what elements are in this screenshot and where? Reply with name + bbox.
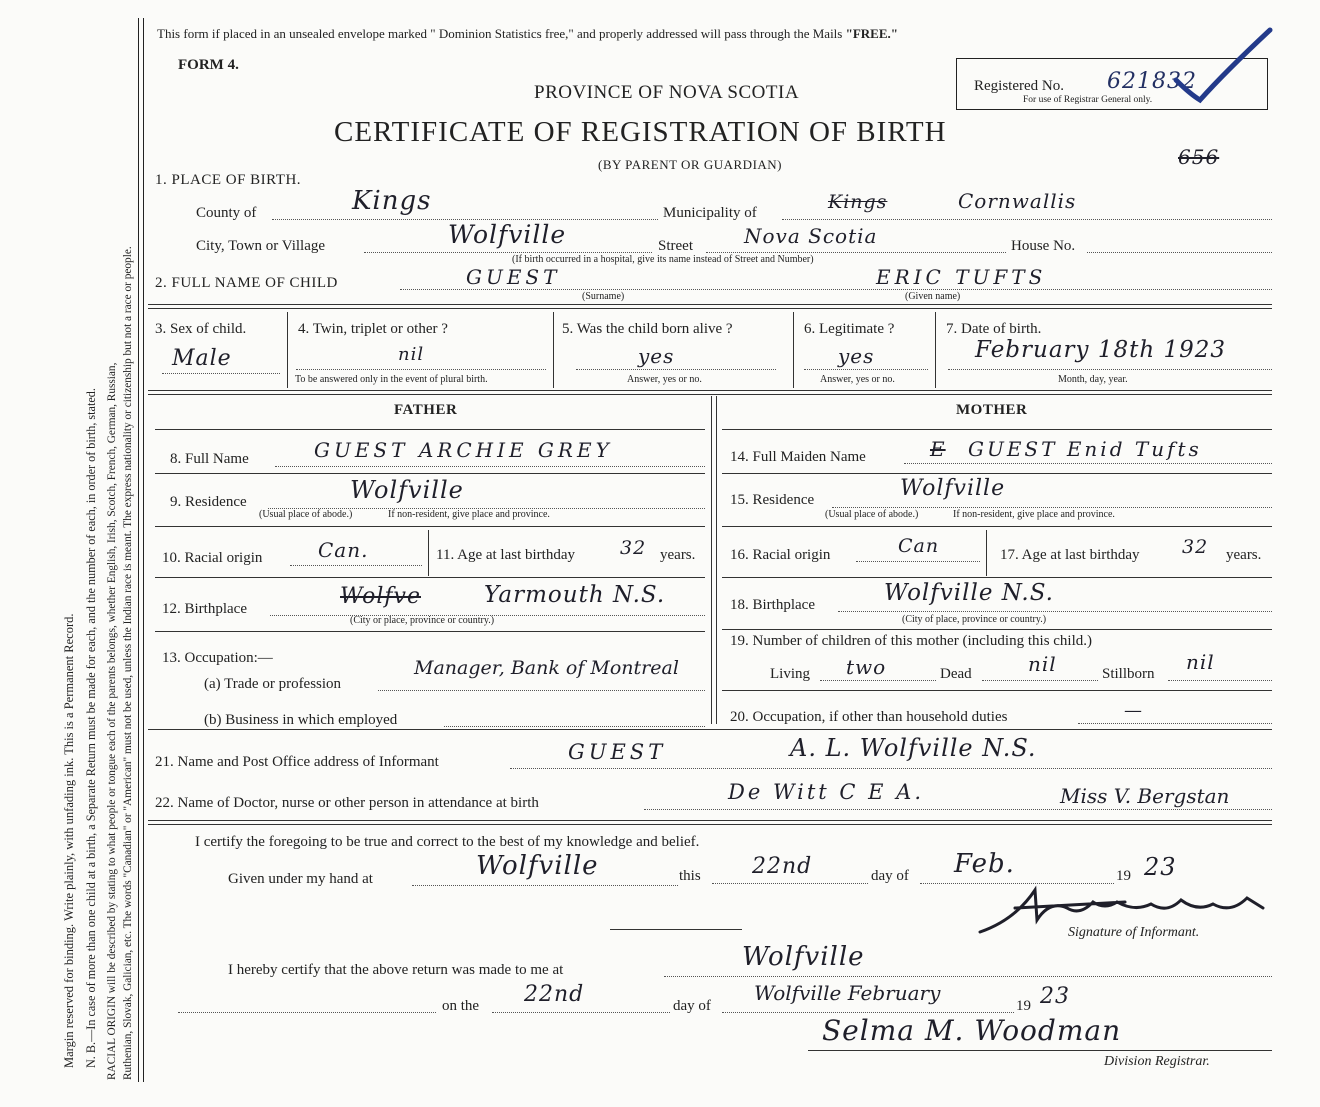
legitimate-note: Answer, yes or no.	[820, 374, 895, 385]
mother-birthplace-label: 18. Birthplace	[730, 597, 815, 613]
given-year-value: 23	[1144, 853, 1177, 881]
father-occupation-label: 13. Occupation:—	[162, 650, 273, 666]
mother-age-label: 17. Age at last birthday	[1000, 547, 1140, 563]
alive-note: Answer, yes or no.	[627, 374, 702, 385]
place-of-birth-heading: 1. PLACE OF BIRTH.	[155, 172, 302, 188]
mother-birthplace-value: Wolfville N.S.	[884, 580, 1054, 606]
mother-residence-note-a: (Usual place of abode.)	[825, 509, 919, 520]
margin-note-multiple-births: N. B.—In case of more than one child at a birth, a Separate Return must be made for each, and the number of each, in order of birth, stated.	[84, 388, 98, 1068]
certificate-title: CERTIFICATE OF REGISTRATION OF BIRTH	[334, 116, 947, 148]
mother-heading: MOTHER	[956, 402, 1028, 418]
mother-occupation-value: —	[1124, 700, 1143, 721]
father-name-value: GUEST ARCHIE GREY	[314, 438, 613, 462]
dead-value: nil	[1028, 652, 1057, 676]
street-value: Nova Scotia	[744, 224, 878, 248]
father-age-unit: years.	[660, 547, 696, 563]
this-label: this	[679, 868, 701, 884]
given-under-hand-label: Given under my hand at	[228, 871, 373, 887]
margin-note-racial-origin: RACIAL ORIGIN will be described by stating to what people or tongue each of the parents belongs, whether English, Irish, Scotch, French, German, Russian,	[106, 362, 118, 1080]
registrar-signature-caption: Division Registrar.	[1104, 1054, 1210, 1069]
sex-value: Male	[172, 346, 232, 371]
dob-value: February 18th 1923	[975, 337, 1227, 363]
living-label: Living	[770, 666, 810, 682]
registrar-day-value: 22nd	[524, 982, 585, 1007]
father-residence-note-b: If non-resident, give place and province.	[388, 509, 550, 520]
registrar-note: For use of Registrar General only.	[1023, 95, 1153, 105]
municipality-value: Cornwallis	[958, 189, 1077, 213]
father-birthplace-value: Yarmouth N.S.	[484, 582, 666, 608]
given-caption: (Given name)	[905, 291, 961, 302]
father-birthplace-label: 12. Birthplace	[162, 601, 247, 617]
municipality-label: Municipality of	[663, 205, 757, 221]
checkmark-icon	[1170, 22, 1280, 112]
registrar-year-value: 23	[1040, 984, 1070, 1009]
margin-rule-outer	[138, 18, 139, 1082]
father-race-label: 10. Racial origin	[162, 550, 263, 566]
mother-residence-label: 15. Residence	[730, 492, 815, 508]
mother-race-value: Can	[898, 535, 940, 557]
county-label: County of	[196, 205, 257, 221]
margin-rule-inner	[143, 18, 144, 1082]
dob-label: 7. Date of birth.	[946, 321, 1042, 337]
street-label: Street	[658, 238, 693, 254]
father-age-value: 32	[620, 537, 647, 559]
province-heading: PROVINCE OF NOVA SCOTIA	[534, 82, 800, 103]
father-name-label: 8. Full Name	[170, 451, 249, 467]
mother-race-label: 16. Racial origin	[730, 547, 831, 563]
margin-note-binding: Margin reserved for binding. Write plainly, with unfading ink. This is a Permanent Record.	[62, 613, 76, 1068]
registrar-statement: I hereby certify that the above return was made to me at	[228, 962, 564, 978]
mother-children-label: 19. Number of children of this mother (including this child.)	[730, 633, 1093, 649]
father-residence-label: 9. Residence	[170, 494, 247, 510]
hospital-note: (If birth occurred in a hospital, give its name instead of Street and Number)	[512, 254, 814, 265]
father-business-label: (b) Business in which employed	[204, 712, 398, 728]
house-label: House No.	[1011, 238, 1076, 254]
mother-birthplace-note: (City of place, province or country.)	[902, 614, 1047, 625]
given-day-of-label: day of	[871, 868, 909, 884]
father-trade-value: Manager, Bank of Montreal	[414, 657, 679, 679]
alive-value: yes	[638, 344, 675, 368]
father-age-label: 11. Age at last birthday	[436, 547, 575, 563]
dead-label: Dead	[940, 666, 972, 682]
child-surname: GUEST	[466, 265, 561, 289]
mother-residence-note-b: If non-resident, give place and province.	[953, 509, 1115, 520]
given-day-value: 22nd	[752, 854, 813, 879]
registrar-month-value: Wolfville February	[754, 981, 941, 1005]
father-residence-note-a: (Usual place of abode.)	[259, 509, 353, 520]
twin-note: To be answered only in the event of plural birth.	[295, 374, 488, 385]
doctor-value: De Witt C E A.	[728, 780, 925, 804]
mother-name-struck: E	[930, 437, 946, 461]
form-number: FORM 4.	[178, 57, 239, 73]
stillborn-value: nil	[1186, 650, 1215, 674]
father-race-value: Can.	[318, 538, 369, 562]
mother-age-value: 32	[1182, 536, 1209, 558]
registrar-place-value: Wolfville	[742, 942, 865, 972]
twin-label: 4. Twin, triplet or other ?	[298, 321, 448, 337]
child-name-label: 2. FULL NAME OF CHILD	[155, 275, 338, 291]
living-value: two	[846, 655, 887, 679]
father-trade-label: (a) Trade or profession	[204, 676, 342, 692]
registrar-signature: Selma M. Woodman	[822, 1014, 1122, 1047]
mother-residence-value: Wolfville	[900, 476, 1006, 501]
father-heading: FATHER	[394, 402, 458, 418]
mother-name-value: GUEST Enid Tufts	[968, 437, 1202, 461]
father-birthplace-note: (City or place, province or country.)	[350, 615, 495, 626]
city-value: Wolfville	[448, 220, 567, 249]
given-year-prefix: 19	[1116, 868, 1131, 884]
informant-address: A. L. Wolfville N.S.	[790, 734, 1037, 762]
child-given-name: ERIC TUFTS	[876, 265, 1047, 289]
municipality-struck: Kings	[828, 191, 888, 213]
certificate-subtitle: (BY PARENT OR GUARDIAN)	[598, 157, 783, 172]
doctor-label: 22. Name of Doctor, nurse or other person in attendance at birth	[155, 795, 539, 811]
nurse-value: Miss V. Bergstan	[1060, 784, 1230, 808]
city-label: City, Town or Village	[196, 238, 326, 254]
mother-age-unit: years.	[1226, 547, 1262, 563]
informant-name: GUEST	[568, 740, 667, 764]
dob-note: Month, day, year.	[1058, 374, 1128, 385]
legitimate-label: 6. Legitimate ?	[804, 321, 895, 337]
on-the-label: on the	[442, 998, 480, 1014]
registered-value: 621832	[1107, 69, 1197, 94]
registrar-day-of-label: day of	[673, 998, 711, 1014]
mother-occupation-label: 20. Occupation, if other than household duties	[730, 709, 1008, 725]
alive-label: 5. Was the child born alive ?	[562, 321, 733, 337]
margin-note-racial-origin-cont: Ruthenian, Slovak, Galician, etc. The words "Canadian" or "American" must not be used, unless the Indian race is meant. The express nationality or citizenship but not a race or people.	[122, 246, 134, 1080]
surname-caption: (Surname)	[582, 291, 625, 302]
twin-value: nil	[398, 344, 425, 365]
given-place-value: Wolfville	[476, 851, 599, 881]
certify-statement: I certify the foregoing to be true and correct to the best of my knowledge and belief.	[195, 834, 700, 850]
legitimate-value: yes	[838, 344, 875, 368]
registrar-year-prefix: 19	[1016, 998, 1031, 1014]
mother-name-label: 14. Full Maiden Name	[730, 449, 866, 465]
mail-notice: This form if placed in an unsealed envelope marked " Dominion Statistics free," and properly addressed will pass through the Mails "FREE."	[157, 26, 898, 41]
given-month-value: Feb.	[954, 849, 1015, 879]
informant-signature-caption: Signature of Informant.	[1068, 925, 1200, 940]
stillborn-label: Stillborn	[1102, 666, 1155, 682]
father-birthplace-struck: Wolfve	[340, 584, 421, 609]
informant-label: 21. Name and Post Office address of Informant	[155, 754, 439, 770]
registered-label: Registered No.	[974, 78, 1064, 94]
sex-label: 3. Sex of child.	[155, 321, 247, 337]
county-value: Kings	[352, 186, 432, 216]
father-residence-value: Wolfville	[350, 476, 464, 504]
corner-mark: 656	[1178, 145, 1220, 169]
